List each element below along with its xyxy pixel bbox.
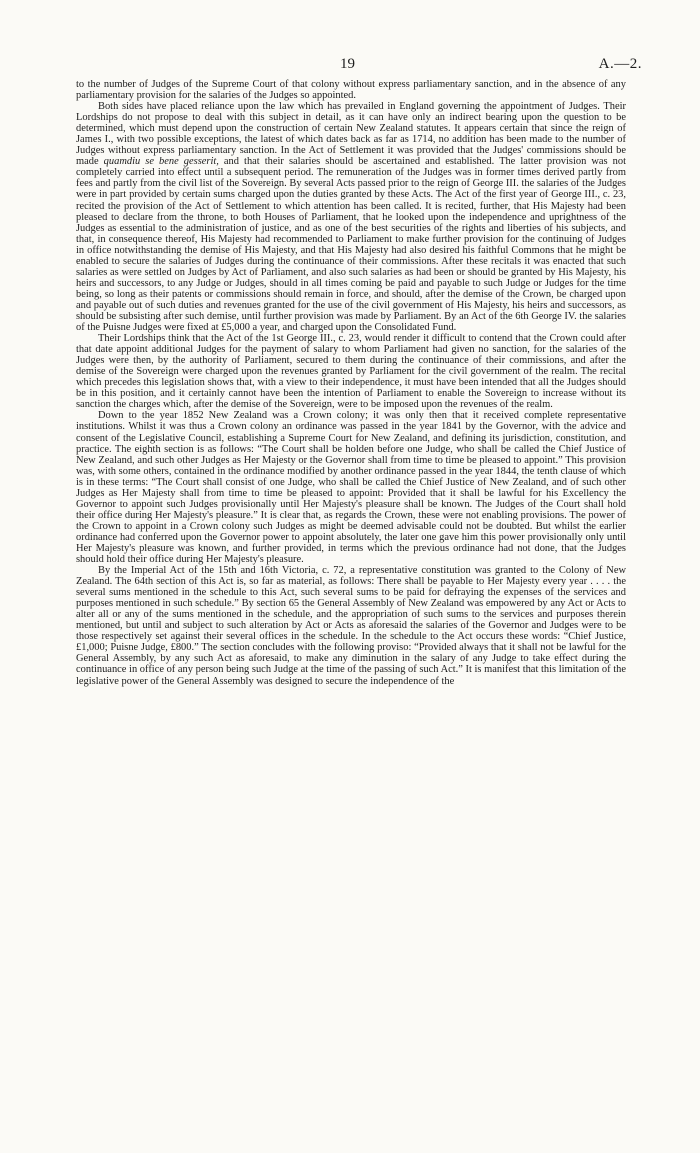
paragraph xyxy=(76,333,626,410)
document-reference: A.—2. xyxy=(598,56,642,72)
paragraph-text: and that their salaries should be ascertained and established. The latter provision was not completely carried into effect until a subsequent period. The remuneration of the Judges was in former times derived partly from fees and partly from the civil list of the Sovereign. By several Acts passed prior to the reign of George III. the salaries of the Judges were in part provided by certain sums charged upon the duties granted by these Acts. The Act of the first year of George III., c. 23, recited the provision of the Act of Settlement to which attention has been called. It is recited, further, that His Majesty had been pleased to declare from the throne, to both Houses of Parliament, that he looked upon the independence and uprightness of the Judges as essential to the administration of justice, and as one of the best securities of the rights and liberties of his subjects, and that, in consequence thereof, His Majesty had recommended to Parliament to make further provision for the continuing of Judges in office notwithstanding the demise of His Majesty, and that His Majesty had also desired his faithful Commons that he might be enabled to secure the salaries of Judges during the continuance of their commissions. After these recitals it was enacted that such salaries as were settled on Judges by Act of Parliament, and also such salaries as had been or should be granted by His Majesty, his heirs and successors, to any Judge or Judges, should in all times coming be paid and payable to such Judge or Judges for the time being, so long as their patents or commissions should remain in force, and should, after the demise of the Crown, be charged upon and payable out of such duties and revenues granted for the use of the civil government of His Majesty, his heirs and successors, as should be subsisting after such demise, until further provision was made by Parliament. By an Act of the 6th George IV. the salaries of the Puisne Judges were fixed at £5,000 a year, and charged upon the Consolidated Fund. xyxy=(76,156,626,334)
paragraph-text: By the Imperial Act of the 15th and 16th Victoria, c. 72, a representative constitution was granted to the Colony of New Zealand. The 64th section of this Act is, so far as material, as follows: There shall be payable to Her Majesty every year . . . . the several sums mentioned in the schedule to this Act, such several sums to be paid for defraying the expenses of the services and purposes mentioned in such schedule.” By section 65 the General Assembly of New Zealand was empowered by any Act or Acts to alter all or any of the sums mentioned in the schedule, and the appropriation of such sums to the services and purposes therein mentioned, but until and subject to such alteration by Act or Acts as aforesaid the salaries of the Governor and Judges were to be those respectively set against their several offices in the schedule. In the schedule to the Act occurs these words: “Chief Justice, £1,000; Puisne Judge, £800.” The section concludes with the following proviso: “Provided always that it shall not be lawful for the General Assembly, by any such Act as aforesaid, to make any diminution in the salary of any Judge to take effect during the continuance in office of any person being such Judge at the time of the passing of such Act.” It is manifest that this limitation of the legislative power of the General Assembly was designed to secure the independence of the xyxy=(76,565,626,687)
paragraph-text: Their Lordships think that the Act of the 1st George III., c. 23, would render it difficult to contend that the Crown could after that date appoint additional Judges for the payment of salary to whom Parliament had given no sanction, for the salaries of the Judges were then, by the authority of Parliament, secured to them during the continuance of their commissions, and after the demise of the Sovereign were charged upon the revenues granted by Parliament for the civil government of the realm. The recital which precedes this legislation shows that, with a view to their independence, it must have been intended that all the Judges should be in this position, and it certainly cannot have been the intention of Parliament to enable the Sovereign to increase without its sanction the charges which, after the demise of the Sovereign, were to be imposed upon the revenues of the realm. xyxy=(76,333,626,411)
page-header xyxy=(0,56,700,74)
latin-phrase: quamdiu se bene gesserit, xyxy=(103,156,219,168)
paragraph xyxy=(76,565,626,687)
paragraph xyxy=(76,79,626,101)
paragraph xyxy=(76,410,626,565)
body-text xyxy=(76,79,626,687)
paragraph xyxy=(76,101,626,333)
paragraph-text: Both sides have placed reliance upon the law which has prevailed in England governing the appointment of Judges. Their Lordships do not propose to deal with this subject in detail, as it can have only an indirect bearing upon the question to be determined, which must depend upon the construction of certain New Zealand statutes. It appears certain that since the reign of James I., with two possible exceptions, the latest of which dates back as far as 1714, no addition has been made to the number of Judges without express parliamentary sanction. In the Act of Settlement it was provided that the Judges' commissions should be made xyxy=(76,101,626,168)
paragraph-text: to the number of Judges of the Supreme Court of that colony without express parliamentary sanction, and in the absence of any parliamentary provision for the salaries of the Judges so appointed. xyxy=(76,79,626,102)
paragraph-text: Down to the year 1852 New Zealand was a Crown colony; it was only then that it received complete representative institutions. Whilst it was thus a Crown colony an ordinance was passed in the year 1841 by the Governor, with the advice and consent of the Legislative Council, establishing a Supreme Court for New Zealand, and defining its jurisdiction, constitution, and practice. The eighth section is as follows: “The Court shall be holden before one Judge, who shall be called the Chief Justice of New Zealand, and such other Judges as Her Majesty or the Governor shall from time to time be pleased to appoint.” This provision was, with some others, contained in the ordinance modified by another ordinance passed in the year 1844, the tenth clause of which is in these terms: “The Court shall consist of one Judge, who shall be called the Chief Justice of New Zealand, and of such other Judges as Her Majesty shall from time to time be pleased to appoint: Provided that it shall be lawful for his Excellency the Governor to appoint such Judges provisionally until Her Majesty's pleasure shall be known. The Judges of the Court shall hold their office during Her Majesty's pleasure.” It is clear that, as regards the Crown, these were not enabling provisions. The power of the Crown to appoint in a Crown colony such Judges as might be deemed advisable could not be doubted. But whilst the earlier ordinance had conferred upon the Governor power to appoint absolutely, the later one gave him this power provisionally only until Her Majesty's pleasure was known, and further provided, in terms which the previous ordinance had not done, that the Judges should hold their office during Her Majesty's pleasure. xyxy=(76,410,626,566)
page-number: 19 xyxy=(340,56,355,72)
